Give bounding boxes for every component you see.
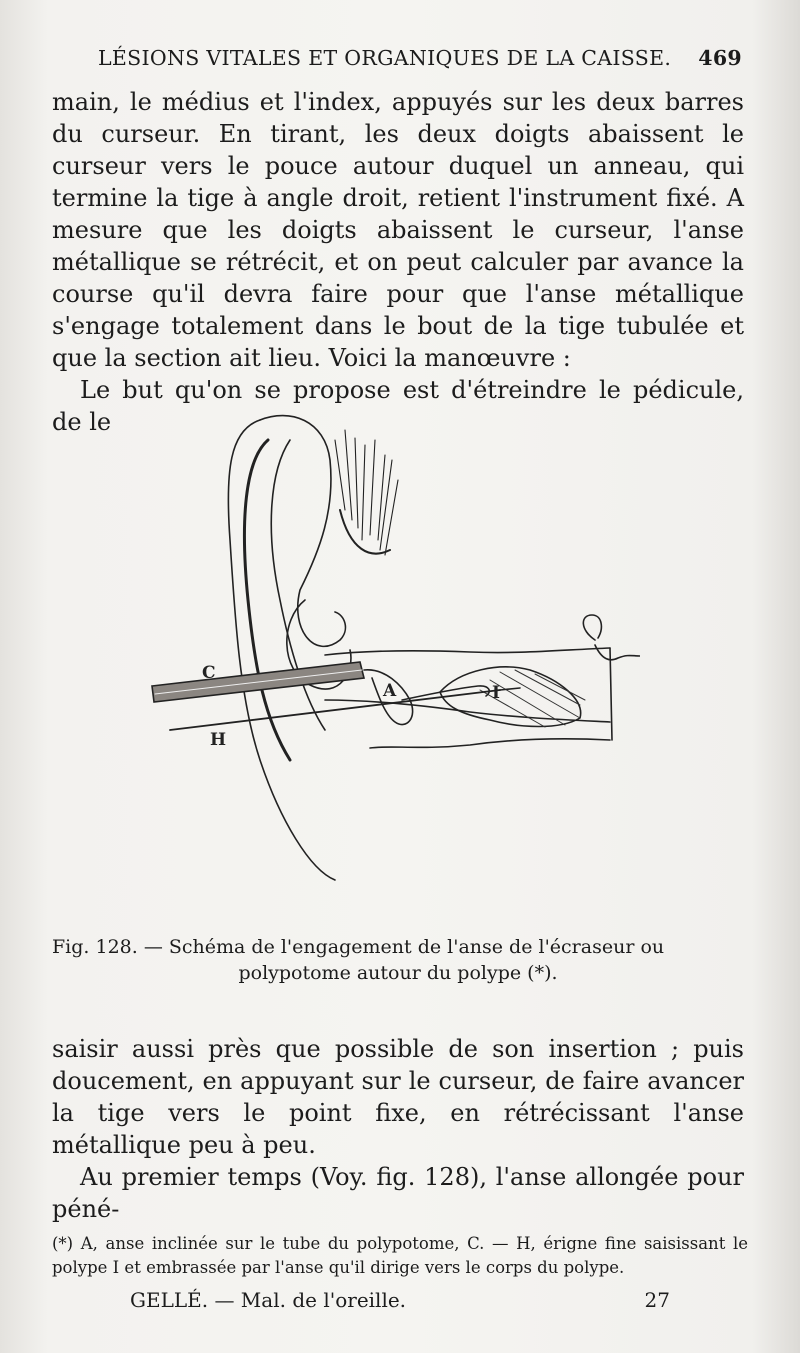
label-c: C — [202, 663, 216, 683]
caption-line-2: polypotome autour du polype (*). — [238, 962, 558, 984]
auricle-back — [228, 420, 335, 880]
figure-caption — [52, 934, 744, 986]
figure-ear-diagram — [140, 400, 640, 920]
footnote: (*) A, anse inclinée sur le tube du polypotome, C. — H, érigne fine saisissant le polype I et embrassée par l'anse qu'il dirige vers le corps du polype. — [52, 1234, 748, 1277]
body-text-top — [52, 86, 744, 438]
caption-line-1: Fig. 128. — Schéma de l'engagement de l'anse de l'écraseur ou — [52, 936, 665, 958]
paragraph-continuation: main, le médius et l'index, appuyés sur les deux barres du curseur. En tirant, les deux doigts abaissent le curseur vers le pouce autour duquel un anneau, qui termine la tige à angle droit, retient l'instrument fixé. A mesure que les doigts abaissent le curseur, l'anse métallique se rétrécit, et on peut calculer par avance la course qu'il devra faire pour que l'anse métallique s'engage totalement dans le bout de la tige tubulée et que la section ait lieu. Voici la manœuvre : — [52, 88, 744, 372]
paragraph-continuation-2: saisir aussi près que possible de son insertion ; puis doucement, en appuyant sur le curseur, de faire avancer la tige vers le point fixe, en rétrécissant l'anse métallique peu à peu. — [52, 1035, 744, 1159]
paragraph-new-2: Au premier temps (Voy. fig. 128), l'anse allongée pour péné- — [52, 1163, 744, 1223]
body-text-bottom — [52, 1033, 744, 1225]
footer-signature: GELLÉ. — Mal. de l'oreille. — [130, 1288, 407, 1312]
label-i: I — [492, 683, 500, 703]
page-footer — [130, 1288, 670, 1312]
paragraph-new: Le but qu'on se propose est d'étreindre le pédicule, de le — [52, 376, 744, 436]
page-number: 469 — [698, 46, 742, 70]
running-head-title: LÉSIONS VITALES ET ORGANIQUES DE LA CAISSE. — [98, 46, 672, 70]
label-a: A — [383, 681, 397, 701]
auricle-outline — [260, 416, 345, 647]
polyp — [440, 667, 581, 727]
footer-sheet-number: 27 — [644, 1288, 670, 1312]
canal-upper — [325, 648, 610, 655]
label-h: H — [210, 730, 227, 750]
running-head — [98, 46, 742, 70]
